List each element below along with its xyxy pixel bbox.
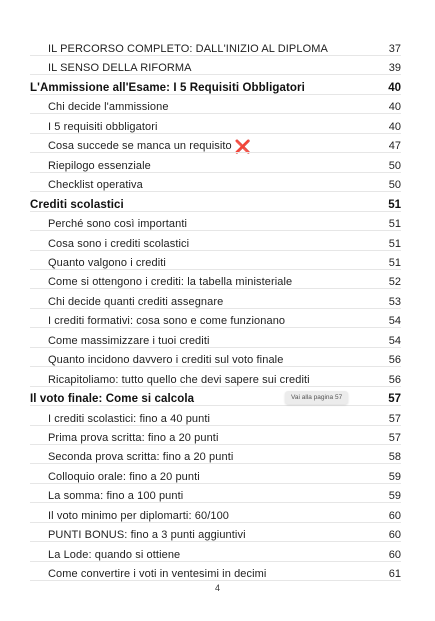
- toc-entry[interactable]: [48, 444, 401, 463]
- toc-entry-title: Cosa sono i crediti scolastici: [48, 238, 190, 250]
- toc-entry[interactable]: [48, 153, 401, 172]
- toc-entry-title: La Lode: quando si ottiene: [48, 549, 181, 561]
- toc-entry-title: Perché sono così importanti: [48, 218, 188, 230]
- toc-entry[interactable]: [48, 36, 401, 55]
- toc-entry-title: IL PERCORSO COMPLETO: DALL'INIZIO AL DIPLOMA: [48, 43, 328, 55]
- toc-entry[interactable]: [48, 347, 401, 366]
- toc-page-number: 53: [388, 296, 401, 308]
- toc-page-number: 51: [388, 218, 401, 230]
- toc-entry-title: Come convertire i voti in ventesimi in decimi: [48, 568, 267, 580]
- toc-page-number: 57: [388, 413, 401, 425]
- toc-entry[interactable]: [48, 133, 401, 152]
- toc-entry[interactable]: [48, 483, 401, 502]
- toc-entry[interactable]: [48, 250, 401, 269]
- toc-entry[interactable]: [48, 406, 401, 425]
- toc-page-number: 47: [388, 140, 401, 152]
- toc-entry-title: La somma: fino a 100 punti: [48, 490, 184, 502]
- toc-page-number: 40: [388, 121, 401, 133]
- toc-entry[interactable]: [48, 464, 401, 483]
- toc-entry-title: L'Ammissione all'Esame: I 5 Requisiti Obbligatori: [30, 82, 305, 94]
- toc-entry-title: Come si ottengono i crediti: la tabella ministeriale: [48, 276, 293, 288]
- toc-entry[interactable]: [48, 269, 401, 288]
- toc-entry-title: Ricapitoliamo: tutto quello che devi sapere sui crediti: [48, 374, 310, 386]
- toc-page-number: 60: [388, 529, 401, 541]
- toc-entry[interactable]: [48, 114, 401, 133]
- toc-entry-title: Riepilogo essenziale: [48, 160, 151, 172]
- toc-entry[interactable]: [48, 522, 401, 541]
- toc-entry-title: Chi decide l'ammissione: [48, 101, 169, 113]
- toc-entry-title: Chi decide quanti crediti assegnare: [48, 296, 224, 308]
- toc-entry[interactable]: [48, 425, 401, 444]
- toc-page-number: 37: [388, 43, 401, 55]
- toc-page-number: 59: [388, 490, 401, 502]
- toc-entry-title: Colloquio orale: fino a 20 punti: [48, 471, 200, 483]
- toc-page-number: 51: [388, 199, 401, 211]
- toc-entry[interactable]: [48, 542, 401, 561]
- toc-page-number: 50: [388, 160, 401, 172]
- toc-entry-title: Quanto valgono i crediti: [48, 257, 166, 269]
- row-divider: [30, 580, 401, 581]
- toc-entry-title: Quanto incidono davvero i crediti sul voto finale: [48, 354, 284, 366]
- toc-page-number: 57: [388, 393, 401, 405]
- toc-page-number: 52: [388, 276, 401, 288]
- toc-entry-title: Come massimizzare i tuoi crediti: [48, 335, 210, 347]
- toc-page-number: 51: [388, 257, 401, 269]
- toc-entry-title: I crediti formativi: cosa sono e come funzionano: [48, 315, 286, 327]
- toc-page-number: 56: [388, 354, 401, 366]
- toc-entry-title: Cosa succede se manca un requisito: [48, 140, 232, 152]
- toc-page-number: 54: [388, 315, 401, 327]
- toc-entry[interactable]: [48, 503, 401, 522]
- toc-entry[interactable]: [48, 172, 401, 191]
- toc-chapter[interactable]: [30, 75, 401, 94]
- toc-page-number: 60: [388, 510, 401, 522]
- toc-page-number: 57: [388, 432, 401, 444]
- toc-entry[interactable]: [48, 211, 401, 230]
- toc-chapter[interactable]: [30, 192, 401, 211]
- toc-page-number: 60: [388, 549, 401, 561]
- toc-page-number: 40: [388, 82, 401, 94]
- toc-entry[interactable]: [48, 94, 401, 113]
- toc-entry[interactable]: [48, 289, 401, 308]
- toc-page-number: 59: [388, 471, 401, 483]
- toc-entry[interactable]: [48, 308, 401, 327]
- toc-page-number: 54: [388, 335, 401, 347]
- toc-entry-title: I 5 requisiti obbligatori: [48, 121, 158, 133]
- toc-page-number: 40: [388, 101, 401, 113]
- toc-entry-title: I crediti scolastici: fino a 40 punti: [48, 413, 211, 425]
- toc-page-number: 50: [388, 179, 401, 191]
- toc-entry[interactable]: [48, 55, 401, 74]
- toc-entry-title: Crediti scolastici: [30, 199, 124, 211]
- toc-entry[interactable]: [48, 561, 401, 580]
- toc-entry[interactable]: [48, 367, 401, 386]
- red-cross-icon: ❌: [234, 139, 251, 154]
- toc-entry-title: Il voto minimo per diplomarti: 60/100: [48, 510, 230, 522]
- toc-entry-title: Checklist operativa: [48, 179, 143, 191]
- toc-page-number: 39: [388, 62, 401, 74]
- toc-page-number: 58: [388, 451, 401, 463]
- toc-entry[interactable]: [48, 231, 401, 250]
- toc-page-number: 61: [388, 568, 401, 580]
- toc-entry[interactable]: [48, 328, 401, 347]
- toc-entry-title: PUNTI BONUS: fino a 3 punti aggiuntivi: [48, 529, 246, 541]
- page-number: 4: [214, 583, 220, 593]
- toc-page-number: 56: [388, 374, 401, 386]
- toc-entry-title: Prima prova scritta: fino a 20 punti: [48, 432, 219, 444]
- goto-page-tooltip: Vai alla pagina 57: [285, 391, 348, 404]
- toc-entry-title: Il voto finale: Come si calcola: [30, 393, 195, 405]
- toc-entry-title: Seconda prova scritta: fino a 20 punti: [48, 451, 234, 463]
- toc-page-number: 51: [388, 238, 401, 250]
- toc-entry-title: IL SENSO DELLA RIFORMA: [48, 62, 192, 74]
